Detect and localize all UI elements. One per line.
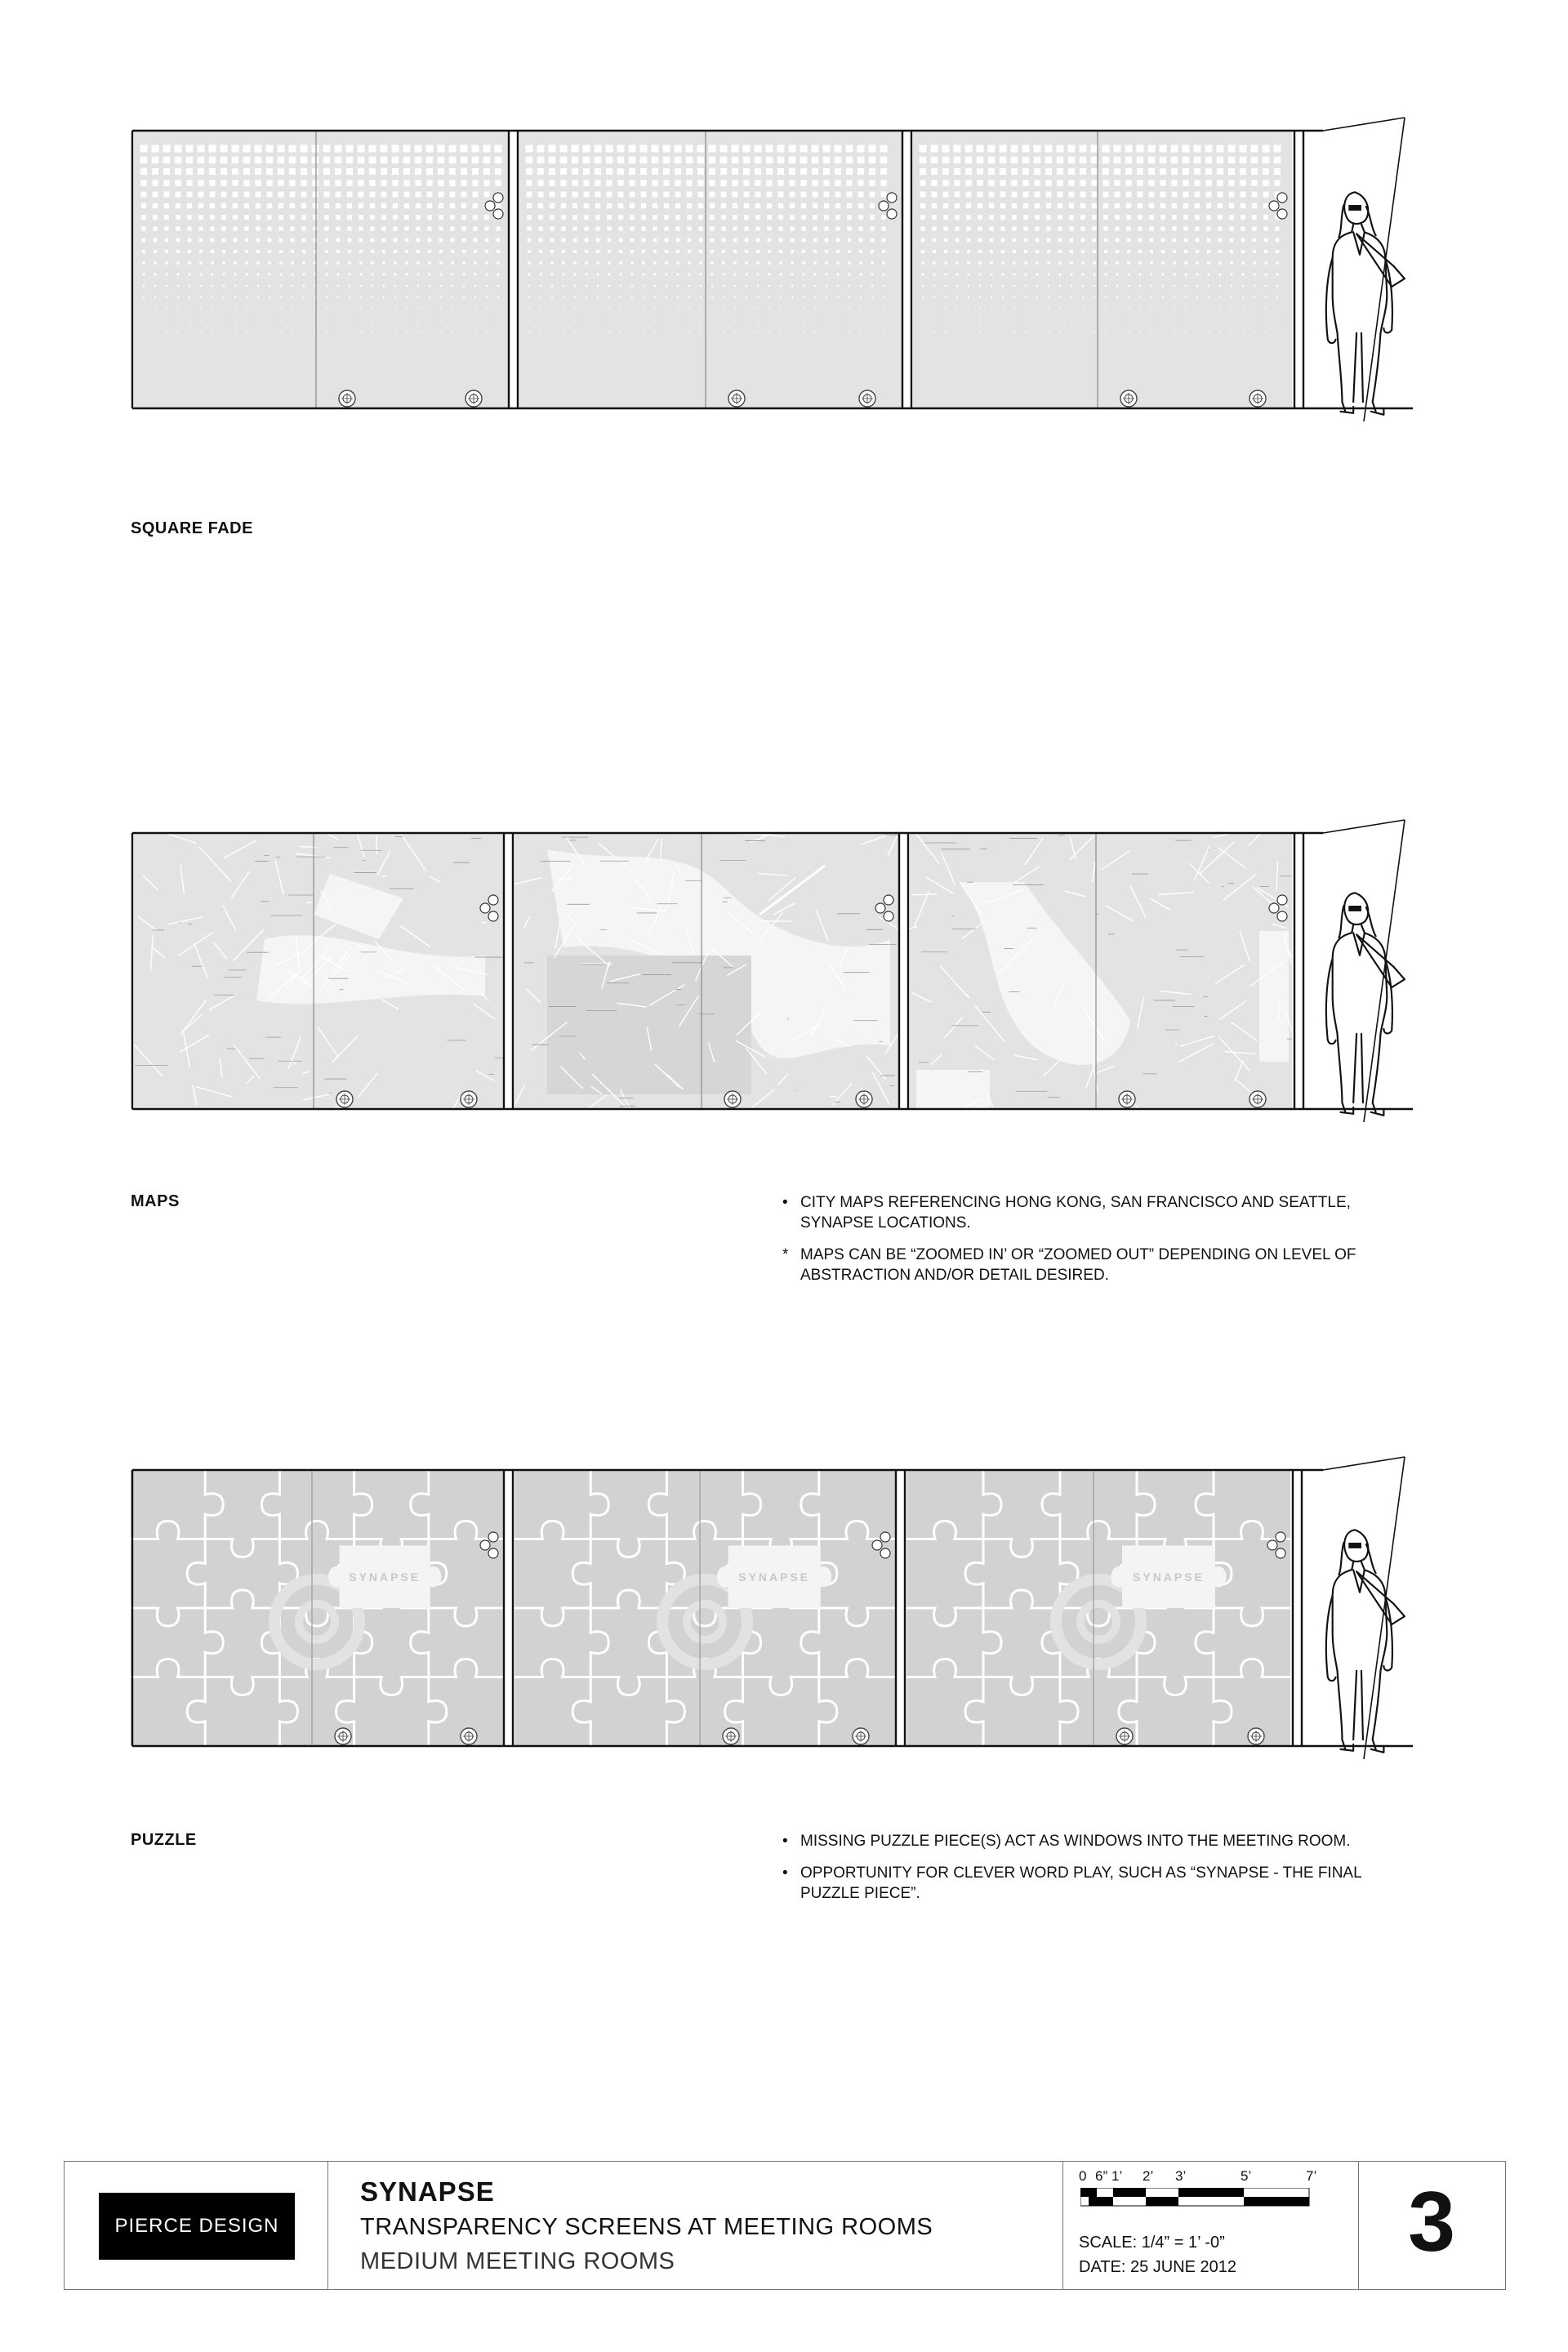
- puzzle-brand-text: SYNAPSE: [349, 1570, 421, 1584]
- puzzle-brand-text: SYNAPSE: [1133, 1570, 1205, 1584]
- street-line: [305, 902, 313, 903]
- puzzle-notes: [782, 1831, 1419, 1915]
- sheet-number-cell: [1358, 2162, 1505, 2289]
- scale-tick: 5’: [1241, 2168, 1252, 2184]
- title-block: [64, 2161, 1506, 2290]
- firm-logo: PIERCE DESIGN: [99, 2193, 295, 2260]
- wall-control-icon: [480, 903, 490, 913]
- sheet-number: 3: [1408, 2175, 1455, 2270]
- elevation-maps: [122, 800, 1429, 1127]
- section-label-maps: MAPS: [131, 1192, 180, 1210]
- section-label-puzzle: PUZZLE: [131, 1831, 197, 1849]
- scale-tick: 1’: [1111, 2168, 1123, 2184]
- elevation-square-fade: [122, 98, 1429, 425]
- note-item: • MISSING PUZZLE PIECE(S) ACT AS WINDOWS INTO THE MEETING ROOM.: [782, 1833, 1351, 1850]
- wall-control-icon: [480, 1540, 490, 1550]
- scale-tick: 7’: [1306, 2168, 1317, 2184]
- wall-control-icon: [1269, 201, 1279, 211]
- city-grid: [547, 956, 751, 1094]
- wall-control-icon: [879, 201, 889, 211]
- puzzle-drawing: [122, 1437, 1429, 1780]
- sheet-title: TRANSPARENCY SCREENS AT MEETING ROOMS: [360, 2214, 933, 2240]
- wall-control-icon: [872, 1540, 882, 1550]
- section-label-square-fade: SQUARE FADE: [131, 519, 253, 537]
- date-text: DATE: 25 JUNE 2012: [1079, 2258, 1237, 2276]
- street-line: [911, 894, 937, 895]
- scale-tick: 3’: [1175, 2168, 1187, 2184]
- wall-control-icon: [485, 201, 495, 211]
- logo-cell: [65, 2162, 328, 2289]
- scale-cell: [1062, 2162, 1359, 2289]
- wall-control-icon: [875, 903, 885, 913]
- scale-tick-labels: [1079, 2168, 1324, 2186]
- scale-figure-person-icon: [1326, 1530, 1405, 1752]
- note-item: • CITY MAPS REFERENCING HONG KONG, SAN FRANCISCO AND SEATTLE, SYNAPSE LOCATIONS.: [782, 1194, 1351, 1232]
- scale-figure-person-icon: [1326, 192, 1405, 414]
- wall-control-icon: [1267, 1540, 1277, 1550]
- wall-control-icon: [1269, 903, 1279, 913]
- street-line: [1175, 1044, 1177, 1045]
- maps-drawing: [122, 800, 1429, 1127]
- scale-tick: 6”: [1095, 2168, 1108, 2184]
- door-swing-line: [1364, 1457, 1405, 1759]
- puzzle-brand-text: SYNAPSE: [738, 1570, 811, 1584]
- maps-notes: [782, 1192, 1419, 1297]
- scale-figure-person-icon: [1326, 893, 1405, 1115]
- elevation-puzzle: [122, 1437, 1429, 1780]
- title-cell: [327, 2162, 1063, 2289]
- scale-tick: 2’: [1143, 2168, 1154, 2184]
- square-fade-drawing: [122, 98, 1429, 425]
- graphic-scale-bar: [1080, 2188, 1317, 2224]
- scale-tick: 0: [1079, 2168, 1087, 2184]
- project-name: SYNAPSE: [360, 2176, 495, 2207]
- note-item: • OPPORTUNITY FOR CLEVER WORD PLAY, SUCH AS “SYNAPSE - THE FINAL PUZZLE PIECE”.: [782, 1864, 1361, 1902]
- door-swing-line: [1364, 820, 1405, 1122]
- note-item: * MAPS CAN BE “ZOOMED IN’ OR “ZOOMED OUT” DEPENDING ON LEVEL OF ABSTRACTION AND/OR DETAIL DESIRED.: [782, 1246, 1356, 1284]
- sheet-subtitle: MEDIUM MEETING ROOMS: [360, 2248, 675, 2274]
- scale-text: SCALE: 1/4” = 1’ -0”: [1079, 2234, 1225, 2252]
- door-swing-line: [1364, 118, 1405, 421]
